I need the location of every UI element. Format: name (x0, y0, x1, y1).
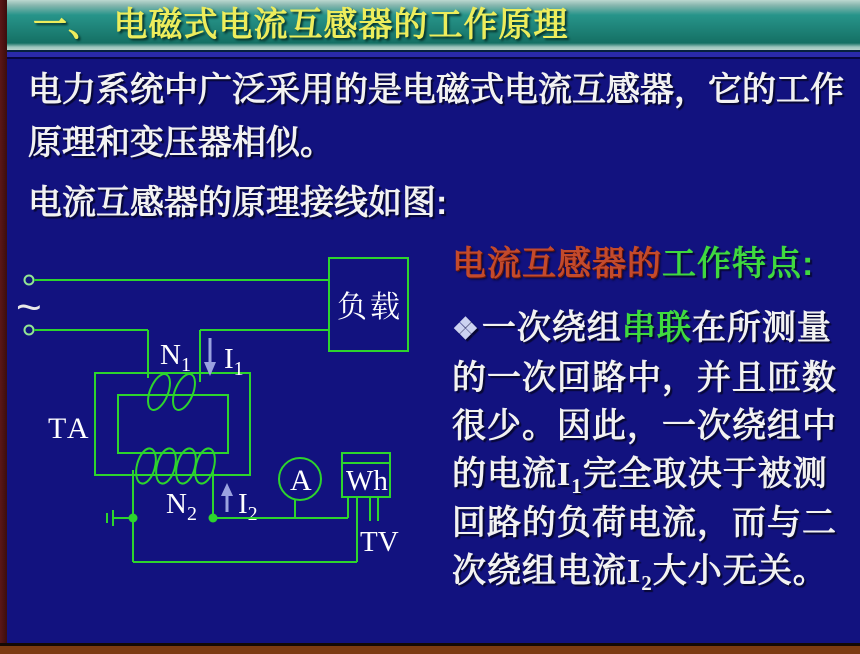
feature-line-1-highlight: 串联 (621, 309, 692, 347)
i2-base: I (627, 553, 642, 590)
intro-paragraph (28, 64, 852, 170)
intro-line-1: 电力系统中广泛采用的是电磁式电流互感器，它的工作 (28, 71, 844, 109)
diagram-caption: 电流互感器的原理接线如图: (28, 184, 448, 222)
i1-label (224, 343, 244, 380)
ammeter-label: A (290, 464, 315, 497)
feature-column (452, 244, 854, 596)
feature-line-1-post: 在所测量 (691, 309, 832, 347)
load-label: 负载 (337, 291, 403, 324)
core-inner-rect (118, 395, 228, 453)
page-title: 一、 电磁式电流互感器的工作原理 (33, 6, 569, 44)
i1-label-sub: 1 (233, 358, 244, 380)
n2-sub: 2 (186, 503, 197, 525)
feature-line-4-pre: 的电流 (452, 455, 557, 493)
ammeter-circle (279, 458, 321, 500)
n2-label (166, 488, 197, 525)
i1-sub: 1 (571, 473, 583, 498)
ac-source-symbol: ~ (16, 283, 42, 332)
title-divider (0, 52, 860, 59)
diamond-bullet-icon: ❖ (452, 313, 480, 346)
bottom-edge-strip (0, 643, 860, 654)
n1-base: N (160, 339, 181, 371)
i2-arrow-up-icon (221, 483, 233, 496)
junction-dot (129, 514, 138, 523)
feature-line-2: 的一次回路中，并且匝数 (452, 359, 837, 397)
i2-label-sub: 2 (247, 503, 258, 525)
intro-line-2: 原理和变压器相似。 (28, 124, 334, 162)
wattmeter-box (342, 453, 390, 497)
feature-heading-red: 电流互感器的 (452, 245, 662, 283)
secondary-coil-loop (192, 446, 219, 485)
feature-line-1 (452, 304, 854, 354)
feature-line-6-post: 大小无关。 (652, 552, 828, 590)
secondary-coil-loop (133, 446, 160, 485)
tv-label: TV (360, 526, 399, 558)
i1-base: I (557, 456, 572, 493)
core-outer-rect (95, 373, 250, 475)
n2-base: N (166, 488, 187, 520)
i1-arrow-down-icon (204, 362, 216, 376)
title-bar (7, 0, 860, 52)
feature-heading-green: 工作特点: (662, 245, 815, 283)
ta-label: TA (48, 412, 92, 445)
load-box (329, 258, 408, 351)
feature-line-5: 回路的负荷电流，而与二 (452, 504, 837, 542)
feature-line-1-pre: 一次绕组 (481, 309, 622, 347)
secondary-coil-loop (153, 446, 180, 485)
junction-dot (209, 514, 218, 523)
source-terminal-top (25, 276, 34, 285)
i1-label-base: I (224, 343, 234, 375)
feature-line-3: 很少。因此，一次绕组中 (452, 407, 837, 445)
feature-heading (452, 244, 854, 284)
i1-symbol (557, 456, 583, 498)
n1-sub: 1 (180, 354, 191, 376)
feature-line-4 (452, 450, 854, 499)
feature-line-6-pre: 次绕组电流 (452, 552, 627, 590)
left-edge-strip (0, 0, 7, 654)
i2-symbol (627, 553, 653, 595)
feature-line-6 (452, 547, 854, 596)
i2-label-base: I (238, 488, 248, 520)
primary-coil-loop (144, 371, 175, 413)
primary-coil-loop (169, 371, 200, 413)
wattmeter-label: Wh (346, 465, 388, 497)
source-terminal-bottom (25, 326, 34, 335)
feature-line-4-post: 完全取决于被测 (582, 455, 828, 493)
i2-sub: 2 (641, 570, 653, 595)
i2-label (238, 488, 258, 525)
secondary-coil-loop (173, 446, 200, 485)
n1-label (160, 339, 191, 376)
